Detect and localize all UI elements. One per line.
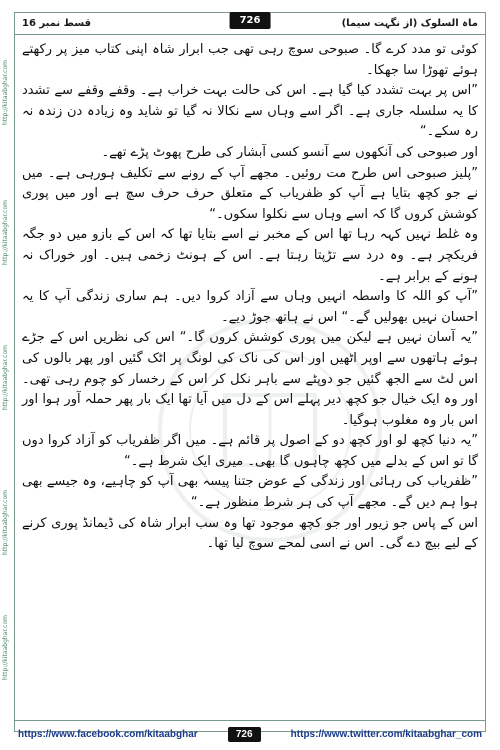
paragraph: وہ غلط نہیں کہہ رہا تھا اس کے مخبر نے اسے بتایا تھا کہ اس کے بازو میں دو جگہ فریکچر ہے۔ وہ درد سے تڑپتا رہتا ہے۔ اس کے ہونٹ زخمی ہیں۔ اور خوراک نہ ہونے کے برابر ہے۔ [22, 227, 478, 284]
paragraph: ”آپ کو اللہ کا واسطہ انہیں وہاں سے آزاد کروا دیں۔ ہم ساری زندگی آپ کا یہ احسان نہیں بھولیں گے۔“ اس نے ہاتھ جوڑ دیے۔ [22, 289, 478, 325]
paragraph: ”اس پر بہت تشدد کیا گیا ہے۔ اس کی حالت بہت خراب ہے۔ وقفے وقفے سے تشدد کا یہ سلسلہ جاری ہے۔ اگر اسے وہاں سے نکالا نہ گیا تو شاید وہ زیادہ دن زندہ نہ رہ سکے۔“ [22, 83, 478, 140]
page-footer [14, 722, 486, 746]
side-url-1: http://kitaabghar.com [2, 60, 9, 125]
footer-divider [14, 720, 486, 721]
paragraph: ”یہ دنیا کچھ لو اور کچھ دو کے اصول پر قائم ہے۔ میں اگر ظفریاب کو آزاد کروا دوں گا تو اس کے بدلے میں کچھ چاہوں گا بھی۔ میری ایک شرط ہے۔“ [22, 433, 478, 469]
paragraph: ”پلیز صبوحی اس طرح مت روئیں۔ مجھے آپ کے رونے سے تکلیف ہورہی ہے۔ میں نے جو کچھ بتایا ہے آپ کو ظفریاب کے متعلق حرف حرف سچ ہے اور میں پوری کوشش کروں گا کہ اسے وہاں سے نکلوا سکوں۔“ [22, 165, 478, 222]
paragraph: ”یہ آسان نہیں ہے لیکن میں پوری کوشش کروں گا۔“ اس کی نظریں اس کے جڑے ہوئے ہاتھوں سے اوپر اٹھیں اور اس کی ناک کی لونگ پر اٹک گئیں اور پھر بالوں کی اس لٹ سے الجھ گئیں جو دوپٹے سے باہر نکل کر اس کے رخسار کو چوم رہی تھی۔ اور وہ ایک خیال جو کچھ دیر پہلے اس کے دل میں آیا تھا ایک بار پھر حملہ آور ہوا اور اس بار وہ مغلوب ہوگیا۔ [22, 330, 478, 428]
footer-page-number: 726 [228, 727, 261, 742]
episode-label: قسط نمبر 16 [22, 17, 92, 29]
twitter-link[interactable]: https://www.twitter.com/kitaabghar_com [290, 728, 482, 740]
page-number-badge: 726 [230, 12, 271, 29]
paragraph: اس کے پاس جو زیور اور جو کچھ موجود تھا وہ سب ابرار شاہ کی ڈیمانڈ پوری کرنے کے لیے بیچ دے گی۔ اس نے اسی لمحے سوچ لیا تھا۔ [22, 515, 478, 552]
page-header [14, 12, 486, 34]
paragraph: اور صبوحی کی آنکھوں سے آنسو کسی آبشار کی طرح پھوٹ پڑے تھے۔ [101, 144, 478, 160]
book-title: ماہ السلوک (از نگہت سیما) [341, 17, 478, 29]
paragraph: کوئی تو مدد کرے گا۔ صبوحی سوچ رہی تھی جب ابرار شاہ اپنی کتاب میز پر رکھتے ہوئے تھوڑا سا جھکا۔ [22, 42, 478, 78]
side-url-3: http://kitaabghar.com [2, 345, 9, 410]
story-text [22, 40, 478, 685]
side-url-2: http://kitaabghar.com [2, 200, 9, 265]
header-divider [14, 34, 486, 35]
paragraph: ”ظفریاب کی رہائی اور زندگی کے عوض جتنا پیسہ بھی آپ کو چاہیے، وہ جیسے بھی ہوا ہم دیں گے۔ مجھے آپ کی ہر شرط منظور ہے۔“ [22, 474, 478, 511]
facebook-link[interactable]: https://www.facebook.com/kitaabghar [18, 728, 198, 740]
side-url-4: http://kitaabghar.com [2, 490, 9, 555]
side-url-5: http://kitaabghar.com [2, 615, 9, 680]
